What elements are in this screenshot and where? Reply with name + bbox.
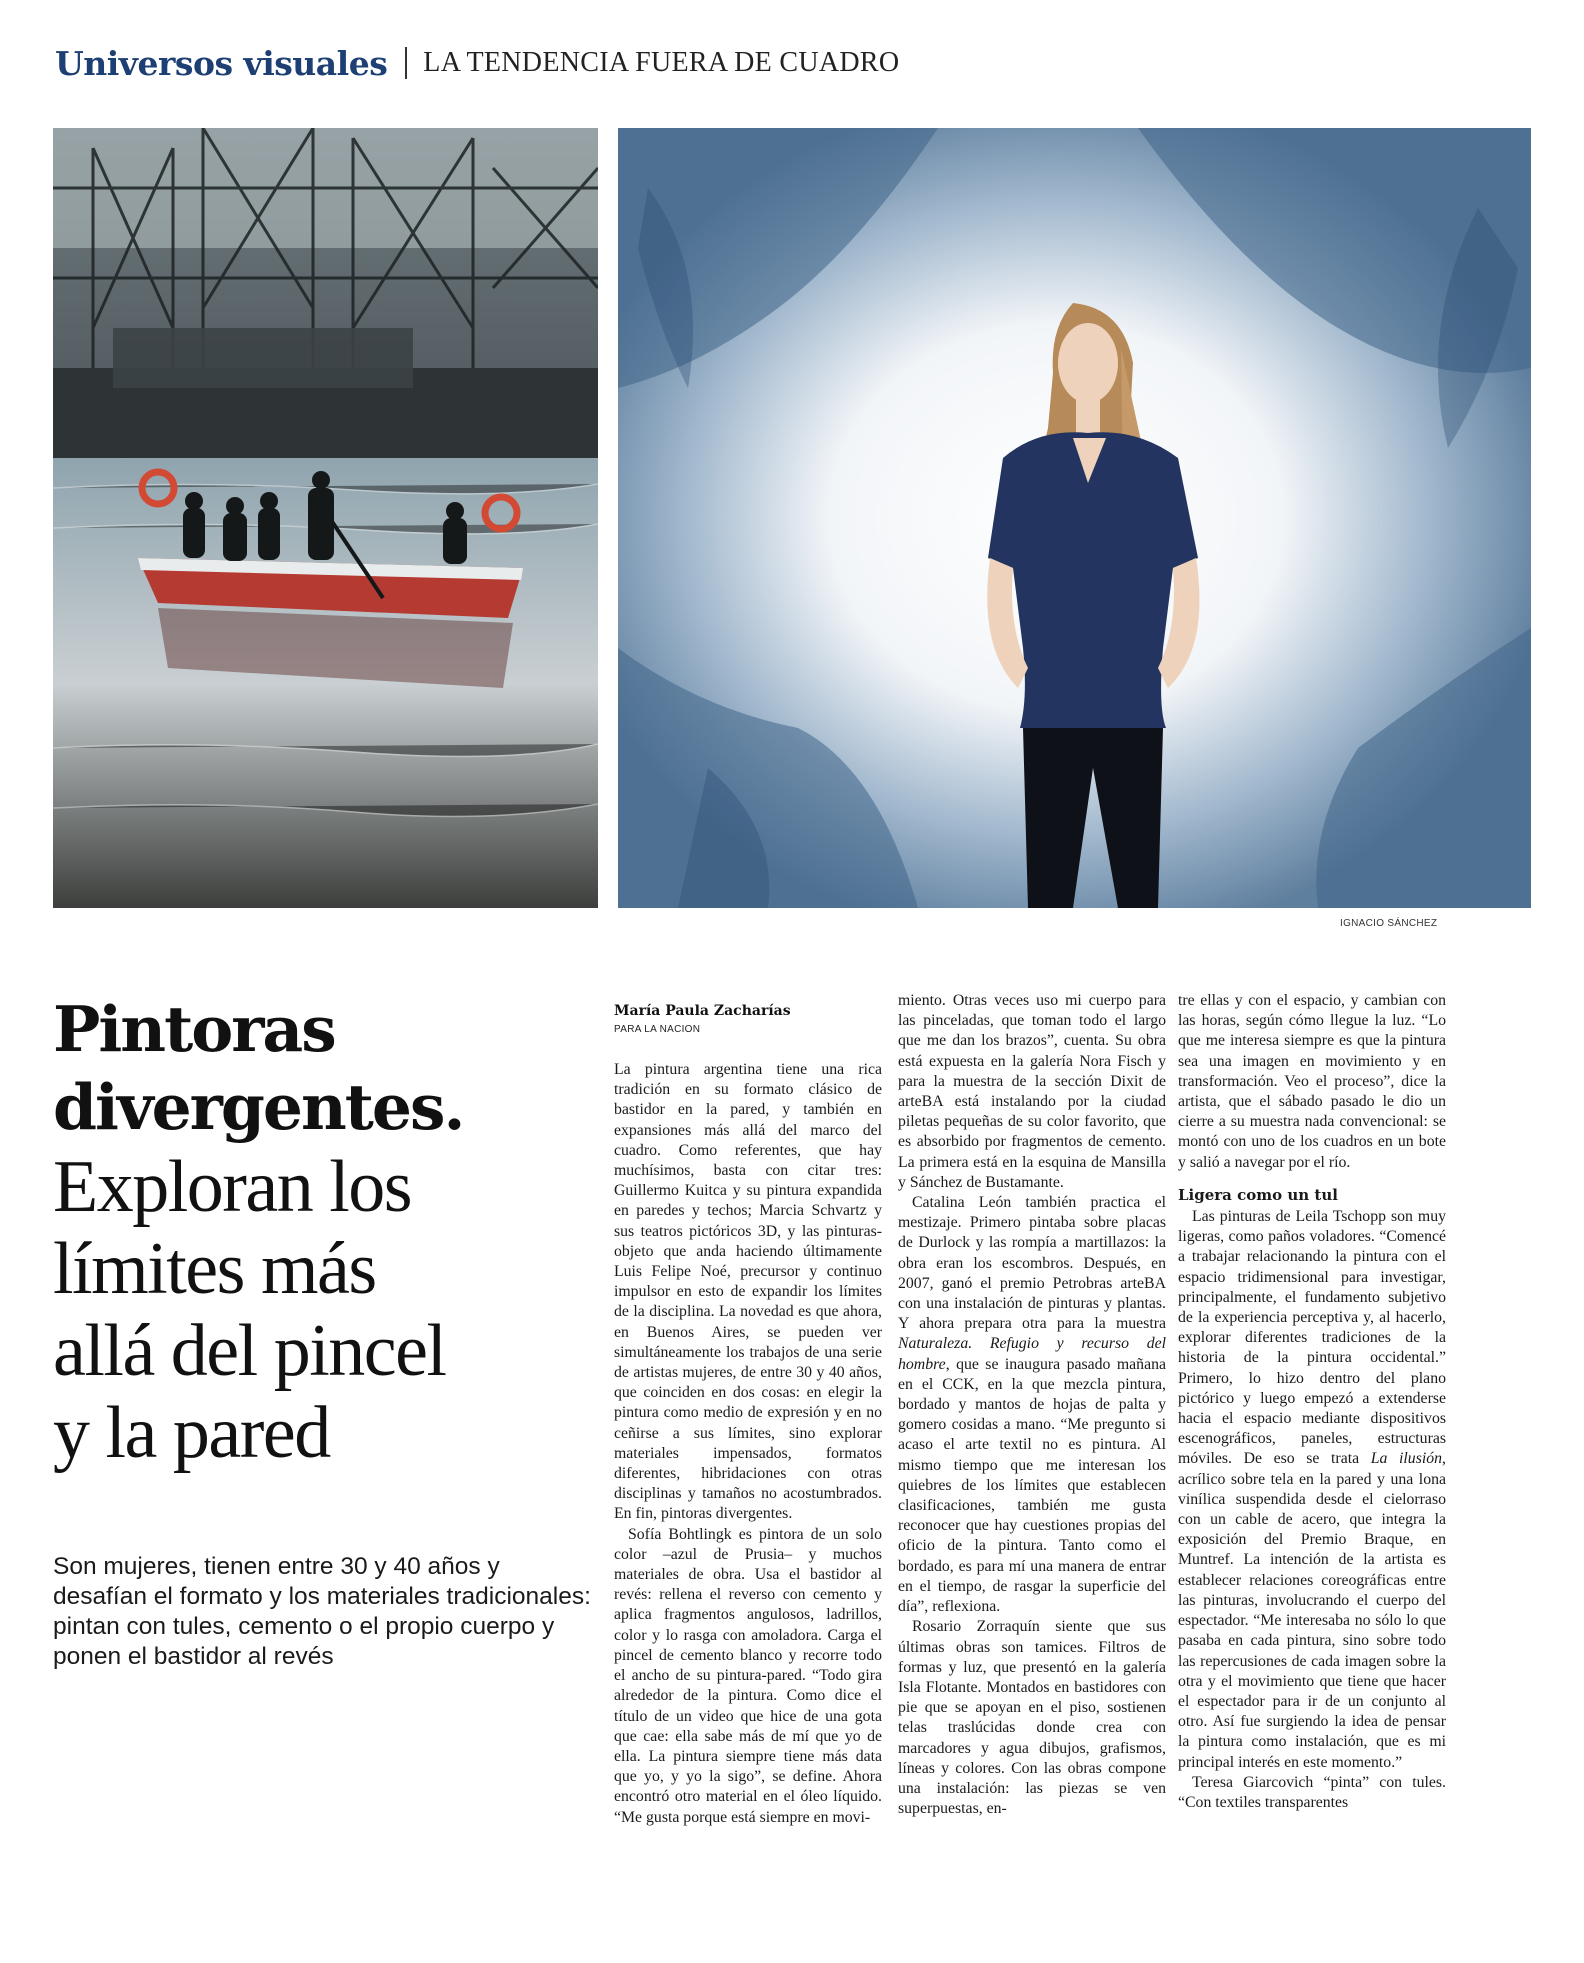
headline-light-line-4: y la pared xyxy=(53,1392,330,1474)
exhibition-title: Naturaleza. Refugio y recurso del hombre xyxy=(898,1335,1166,1373)
photo-artist-portrait xyxy=(618,128,1531,908)
paragraph: Sofía Bohtlingk es pintora de un solo color –azul de Prusia– y muchos materiales de obra. Usa el bastidor al revés: rellena el reverso con cemento y aplica fragmentos angulosos, ladrillos, color y lo rasga con amoladora. Carga el pincel de cemento blanco y recorre todo el ancho de su pintura-pared. “Todo gira alrededor de la pintura. Como dice el título de un video que hice de una gota que cae: ella sabe más de mí que yo de ella. La pintura siempre tiene más data que yo, y yo la sigo”, se define. Ahora encontró otro material en el óleo líquido. “Me gusta porque está siempre en movi- xyxy=(614,1525,882,1826)
paragraph xyxy=(898,1193,1166,1617)
headline-light-line-3: allá del pincel xyxy=(53,1310,446,1392)
paragraph: La pintura argentina tiene una rica tradición en su formato clásico de bastidor en la pared, y también en expansiones más allá del marco del cuadro. Como referentes, que hay muchísimos, basta con citar tres: Guillermo Kuitca y su pintura expandida en paredes y techos; Marcia Schvartz y sus teatros pictóricos 3D, y las pinturas-objeto que anda haciendo últimamente Luis Felipe Noé, precursor y continuo impulsor en esto de expandir los límites de la disciplina. La novedad es que ahora, en Buenos Aires, se pueden ver simultáneamente los trabajos de una serie de artistas mujeres, de entre 30 y 40 años, que coinciden en dos cosas: en elegir la pintura como medio de expresión y en no ceñirse a sus límites, sino explorar materiales impensados, formatos diferentes, hibridaciones con otras disciplinas y tamaños no acostumbrados. En fin, pintoras divergentes. xyxy=(614,1061,882,1523)
headline-bold-line-1: Pintoras xyxy=(53,992,335,1066)
section-title: Universos visuales xyxy=(55,43,388,83)
headline-bold-line-2: divergentes. xyxy=(53,1070,464,1144)
paragraph: tre ellas y con el espacio, y cambian con las horas, según cómo llegue la luz. “Lo que me interesa siempre es que la pintura sea una imagen en movimiento y en transformación. Veo el proceso”, dice la artista, que el sábado pasado le dio un cierre a su muestra nada convencional: se montó con uno de los cuadros en un bote y salió a navegar por el río. xyxy=(1178,992,1446,1171)
paragraph: Teresa Giarcovich “pinta” con tules. “Con textiles transparentes xyxy=(1178,1773,1446,1811)
header-divider xyxy=(405,47,407,79)
photo-credit: IGNACIO SÁNCHEZ xyxy=(1340,918,1438,929)
headline-light-line-1: Exploran los xyxy=(53,1146,412,1228)
byline-author: María Paula Zacharías xyxy=(614,1003,791,1019)
section-subtitle: LA TENDENCIA FUERA DE CUADRO xyxy=(423,47,900,78)
byline-organization: PARA LA NACION xyxy=(614,1024,701,1035)
paragraph xyxy=(1178,1207,1446,1773)
text-run: , acrílico sobre tela en la pared y una lona vinílica suspendida desde el cielorraso con un cable de acero, que integra la exposición del Premio Braque, en Muntref. La intención de la artista es establecer relaciones coreográficas entre las pinturas, involucrando el cuerpo del espectador. “Me interesaba no sólo lo que pasaba en cada pintura, sino sobre todo las repercusiones de cada imagen sobre la otra y el movimiento que tiene que hacer el espectador para ir de un conjunto al otro. Así fue surgiendo la idea de pensar la pintura como instalación, que es mi principal interés en este momento.” xyxy=(1178,1450,1446,1771)
photo-boat-river xyxy=(53,128,598,908)
section-header xyxy=(55,38,899,88)
article-headline xyxy=(53,990,598,1474)
paragraph: miento. Otras veces uso mi cuerpo para las pinceladas, que toman todo el largo que me dan los brazos”, cuenta. Su obra está expuesta en la galería Nora Fisch y para la muestra de la sección Dixit de arteBA está instalando por la ciudad piletas pequeñas de su color favorito, que es absorbido por fragmentos de cemento. La primera está en la esquina de Mansilla y Sánchez de Bustamante. xyxy=(898,992,1166,1191)
artwork-title: La ilusión xyxy=(1370,1450,1443,1468)
paragraph: Rosario Zorraquín siente que sus últimas obras son tamices. Filtros de formas y luz, que presentó en la galería Isla Flotante. Montados en bastidores con pie que se apoyan en el piso, sostienen telas traslúcidas donde crea con marcadores y agua dibujos, grafismos, líneas y colores. Con las obras compone una instalación: las piezas se ven superpuestas, en- xyxy=(898,1618,1166,1818)
text-run: Las pinturas de Leila Tschopp son muy ligeras, como paños voladores. “Comencé a trabajar relacionando la pintura con el espacio tridimensional para investigar, principalmente, el fundamento subjetivo de la experiencia perceptiva y, al hacerlo, explorar diferentes tradiciones de la historia de la pintura occidental.” Primero, lo hizo dentro del plano pictórico y luego empezó a extenderse hacia el espacio mediante dispositivos escenográficos, paneles, estructuras móviles. De eso se trata xyxy=(1178,1208,1446,1468)
body-column-2 xyxy=(898,991,1166,1819)
text-run: Catalina León también practica el mestizaje. Primero pintaba sobre placas de Durlock y las rompía a martillazos: la obra eran los escombros. Después, en 2007, ganó el premio Petrobras arteBA con una instalación de pinturas y plantas. Y ahora prepara otra para la muestra xyxy=(898,1194,1166,1333)
article-deck: Son mujeres, tienen entre 30 y 40 años y desafían el formato y los materiales tradicionales: pintan con tules, cemento o el propio cuerpo y ponen el bastidor al revés xyxy=(53,1553,591,1670)
section-subhead: Ligera como un tul xyxy=(1178,1185,1338,1204)
body-column-3 xyxy=(1178,991,1446,1813)
artist-portrait-image xyxy=(618,128,1531,908)
body-column-1 xyxy=(614,1060,882,1828)
headline-light-line-2: límites más xyxy=(53,1228,376,1310)
text-run: , que se inaugura pasado mañana en el CCK, en la que mezcla pintura, bordado y mantos de hojas de palta y gomero cosidas a mano. “Me pregunto si acaso el arte textil no es pintura. Al mismo tiempo que me interesan los quiebres de los límites que establecen clasificaciones, también me gusta reconocer que hay cuestiones propias del oficio de la pintura. Tanto como el bordado, es para mí una manera de entrar en el tiempo, de rasgar la superficie del día”, reflexiona. xyxy=(898,1355,1166,1616)
boat-river-image xyxy=(53,128,598,908)
